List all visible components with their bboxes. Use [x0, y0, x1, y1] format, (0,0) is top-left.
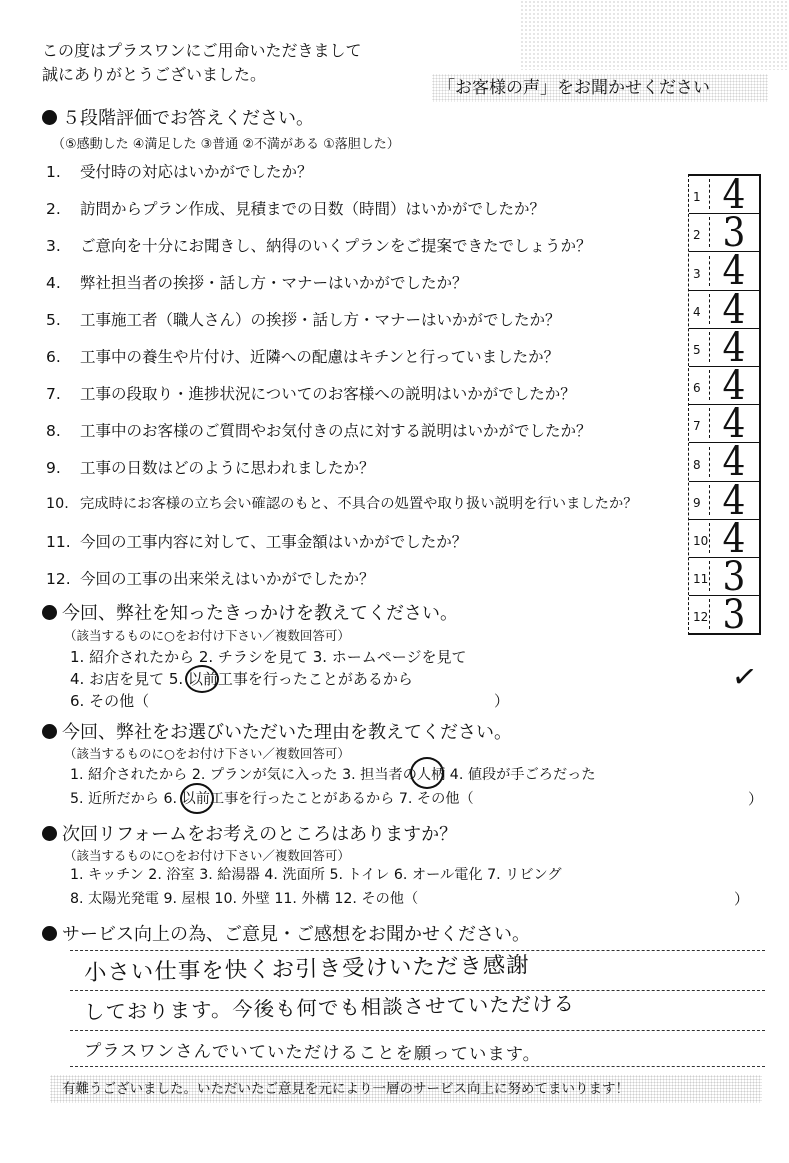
intro-line-1: この度はプラスワンにご用命いただきまして	[42, 41, 362, 60]
question-number: 10.	[46, 496, 69, 512]
score-number: 9	[693, 485, 710, 515]
score-value: 4	[722, 172, 746, 218]
question-text: 弊社担当者の挨拶・話し方・マナーはいかがでしたか？	[80, 274, 468, 292]
question-text: 受付時の対応はいかがでしたか？	[80, 163, 313, 181]
bullet-icon	[42, 826, 57, 841]
question-row	[46, 345, 559, 367]
question-row	[46, 456, 375, 478]
why-chosen-options-1: 1. 紹介されたから 2. プランが気に入った 3. 担当者の人柄 4. 値段が手ごろだった	[70, 767, 596, 783]
score-row	[689, 477, 759, 524]
how-found-title: 今回、弊社を知ったきっかけを教えてください。	[42, 599, 458, 625]
question-text: ご意向を十分にお聞きし、納得のいくプランをご提案できたでしょうか？	[80, 237, 592, 255]
next-reform-options-1: 1. キッチン 2. 浴室 3. 給湯器 4. 洗面所 5. トイレ 6. オール電化 7. リビング	[70, 867, 562, 883]
score-value: 3	[722, 553, 746, 600]
question-number: 4.	[46, 274, 61, 292]
rating-scale: （⑤感動した ④満足した ③普通 ②不満がある ①落胆した）	[52, 137, 400, 152]
question-row	[46, 308, 561, 330]
question-text: 工事の段取り・進捗状況についてのお客様への説明はいかがでしたか？	[80, 385, 576, 403]
handwritten-comment-2: しております。今後も何でも相談させていただける	[83, 991, 576, 1024]
handwritten-comment-3: プラスワンさんでいていただけることを願っています。	[83, 1041, 542, 1065]
answer-circle	[410, 757, 444, 789]
handwritten-comment-1: 小さい仕事を快くお引き受けいただき感謝	[83, 953, 530, 986]
question-text: 今回の工事の出来栄えはいかがでしたか？	[80, 570, 375, 588]
score-value: 3	[722, 592, 746, 639]
question-text: 工事中の養生や片付け、近隣への配慮はキチンと行っていましたか？	[80, 348, 560, 366]
why-chosen-options-2: 5. 近所だから 6. 以前工事を行ったことがあるから 7. その他（	[70, 791, 474, 807]
question-row	[46, 234, 592, 256]
question-number: 11.	[46, 533, 71, 551]
question-text: 工事の日数はどのように思われましたか？	[80, 459, 375, 477]
question-number: 2.	[46, 200, 61, 218]
bullet-icon	[42, 110, 57, 125]
question-number: 1.	[46, 163, 61, 181]
question-row	[46, 567, 375, 589]
score-value: 4	[722, 515, 746, 562]
comments-title: サービス向上の為、ご意見・ご感想をお聞かせください。	[42, 920, 530, 946]
question-row	[46, 382, 576, 404]
survey-banner: 「お客様の声」をお聞かせください	[432, 74, 768, 102]
how-found-options-1: 1. 紹介されたから 2. チラシを見て 3. ホームページを見て	[70, 648, 467, 666]
answer-circle	[180, 783, 214, 814]
next-reform-options-2: 8. 太陽光発電 9. 屋根 10. 外壁 11. 外構 12. その他（	[70, 891, 419, 907]
score-number: 2	[693, 217, 710, 247]
score-value: 4	[722, 324, 746, 371]
question-row	[46, 271, 468, 293]
header-texture	[520, 0, 789, 70]
score-number: 6	[693, 370, 710, 400]
score-value: 4	[722, 248, 746, 295]
score-number: 11	[693, 561, 710, 591]
question-text: 今回の工事内容に対して、工事金額はいかがでしたか？	[80, 533, 468, 551]
score-row	[689, 592, 759, 639]
score-row	[689, 248, 759, 295]
why-chosen-title: 今回、弊社をお選びいただいた理由を教えてください。	[42, 718, 512, 744]
how-found-other-close: ）	[494, 692, 510, 710]
question-number: 3.	[46, 237, 61, 255]
score-row	[689, 553, 759, 600]
score-value: 4	[722, 401, 746, 448]
score-value: 4	[722, 439, 746, 486]
question-row	[46, 197, 545, 219]
how-found-note: （該当するものに○をお付け下さい／複数回答可）	[64, 628, 350, 643]
question-row	[46, 530, 467, 552]
score-box	[688, 172, 761, 639]
question-text: 訪問からプラン作成、見積までの日数（時間）はいかがでしたか？	[80, 200, 546, 218]
score-row	[689, 172, 759, 218]
score-number: 4	[693, 294, 710, 324]
question-row	[46, 493, 638, 513]
score-row	[689, 286, 759, 333]
score-number: 7	[693, 408, 710, 438]
rating-section-title: ５段階評価でお答えください。	[42, 104, 314, 130]
question-number: 5.	[46, 311, 61, 329]
score-row	[689, 515, 759, 562]
bullet-icon	[42, 605, 57, 620]
score-row	[689, 324, 759, 371]
question-number: 8.	[46, 422, 61, 440]
next-reform-other-close: ）	[734, 890, 750, 908]
score-value: 4	[722, 362, 746, 409]
next-reform-note: （該当するものに○をお付け下さい／複数回答可）	[64, 848, 350, 863]
question-text: 工事中のお客様のご質問やお気付きの点に対する説明はいかがでしたか？	[80, 422, 592, 440]
score-number: 1	[693, 179, 710, 209]
question-row	[46, 419, 592, 441]
comment-line	[70, 1066, 765, 1067]
how-found-options-2: 4. お店を見て 5. 以前工事を行ったことがあるから	[70, 670, 413, 688]
question-number: 6.	[46, 348, 61, 366]
intro-line-2: 誠にありがとうございました。	[42, 65, 267, 84]
question-number: 12.	[46, 570, 71, 588]
score-row	[689, 210, 759, 257]
score-number: 10	[693, 523, 710, 553]
question-row	[46, 160, 313, 182]
question-text: 工事施工者（職人さん）の挨拶・話し方・マナーはいかがでしたか？	[80, 311, 561, 329]
question-text: 完成時にお客様の立ち会い確認のもと、不具合の処置や取り扱い説明を行いましたか？	[80, 496, 638, 512]
how-found-options-3: 6. その他（	[70, 692, 150, 710]
score-number: 3	[693, 256, 710, 286]
question-number: 7.	[46, 385, 61, 403]
score-row	[689, 439, 759, 486]
score-number: 5	[693, 332, 710, 362]
why-chosen-note: （該当するものに○をお付け下さい／複数回答可）	[64, 746, 350, 761]
next-reform-title: 次回リフォームをお考えのところはありますか？	[42, 820, 457, 846]
score-number: 8	[693, 447, 710, 477]
score-row	[689, 362, 759, 409]
why-chosen-other-close: ）	[748, 790, 764, 808]
comment-line	[70, 1030, 765, 1031]
bullet-icon	[42, 926, 57, 941]
bullet-icon	[42, 724, 57, 739]
question-number: 9.	[46, 459, 61, 477]
footer-message: 有難うございました。いただいたご意見を元により一層のサービス向上に努めてまいります！	[50, 1075, 762, 1103]
score-value: 4	[722, 477, 746, 524]
score-value: 4	[722, 286, 746, 333]
score-number: 12	[693, 599, 710, 629]
score-value: 3	[722, 210, 746, 257]
answer-circle	[185, 665, 219, 693]
score-row	[689, 401, 759, 448]
check-mark: ✓	[729, 658, 760, 697]
